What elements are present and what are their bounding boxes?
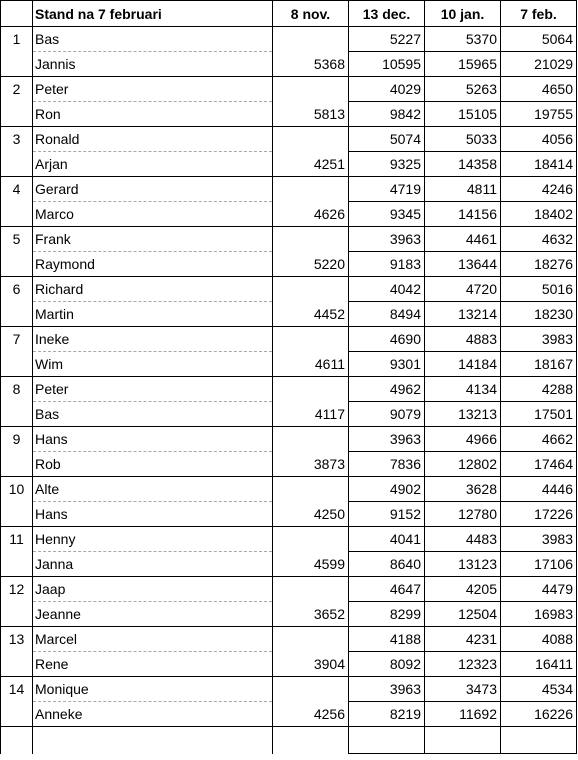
score-feb: 18167 [501,352,577,377]
score-nov [273,77,349,102]
score-nov [273,27,349,52]
score-nov [273,477,349,502]
score-feb: 4479 [501,577,577,602]
score-nov: 4452 [273,302,349,327]
rank-cell [1,352,33,377]
player-name: Rob [33,452,273,477]
score-nov: 3873 [273,452,349,477]
score-dec: 4902 [349,477,425,502]
score-jan: 4205 [425,577,501,602]
score-feb: 18402 [501,202,577,227]
score-dec: 4719 [349,177,425,202]
rank-cell: 11 [1,527,33,552]
col-header-nov: 8 nov. [273,1,349,27]
col-header-dec: 13 dec. [349,1,425,27]
score-feb: 17226 [501,502,577,527]
score-jan: 12780 [425,502,501,527]
rank-cell [1,452,33,477]
player-name: Henny [33,527,273,552]
rank-cell [1,302,33,327]
table-row [1,552,577,577]
empty-cell [33,727,273,754]
score-feb: 5016 [501,277,577,302]
score-jan: 13644 [425,252,501,277]
table-row [1,27,577,52]
col-header-jan: 10 jan. [425,1,501,27]
player-name: Ineke [33,327,273,352]
score-feb: 19755 [501,102,577,127]
score-dec: 9152 [349,502,425,527]
score-feb: 4056 [501,127,577,152]
table-row [1,152,577,177]
score-dec: 3963 [349,427,425,452]
score-jan: 3628 [425,477,501,502]
rank-cell: 6 [1,277,33,302]
rank-cell: 12 [1,577,33,602]
player-name: Janna [33,552,273,577]
score-jan: 15965 [425,52,501,77]
table-row [1,327,577,352]
score-dec: 7836 [349,452,425,477]
score-jan: 5263 [425,77,501,102]
score-nov: 4256 [273,702,349,727]
score-jan: 4134 [425,377,501,402]
empty-cell [273,727,349,754]
score-feb: 4662 [501,427,577,452]
score-feb: 16226 [501,702,577,727]
rank-cell [1,652,33,677]
score-jan: 15105 [425,102,501,127]
score-feb: 4446 [501,477,577,502]
score-nov [273,127,349,152]
player-name: Bas [33,27,273,52]
player-name: Anneke [33,702,273,727]
empty-cell [501,727,577,754]
score-feb: 5064 [501,27,577,52]
score-jan: 12323 [425,652,501,677]
score-jan: 12802 [425,452,501,477]
col-header-feb: 7 feb. [501,1,577,27]
table-row [1,502,577,527]
player-name: Frank [33,227,273,252]
score-dec: 8219 [349,702,425,727]
score-dec: 5227 [349,27,425,52]
score-nov: 5368 [273,52,349,77]
score-dec: 9183 [349,252,425,277]
player-name: Peter [33,377,273,402]
player-name: Jannis [33,52,273,77]
table-row [1,352,577,377]
score-jan: 4231 [425,627,501,652]
score-jan: 5033 [425,127,501,152]
table-row [1,177,577,202]
rank-cell: 14 [1,677,33,702]
score-nov [273,177,349,202]
score-jan: 4483 [425,527,501,552]
rank-header [1,1,33,27]
table-row [1,527,577,552]
score-feb: 17106 [501,552,577,577]
rank-cell [1,202,33,227]
empty-cell [1,727,33,754]
rank-cell: 5 [1,227,33,252]
score-dec: 8494 [349,302,425,327]
score-dec: 8640 [349,552,425,577]
rank-cell [1,552,33,577]
player-name: Raymond [33,252,273,277]
score-jan: 13214 [425,302,501,327]
table-row [1,202,577,227]
rank-cell: 2 [1,77,33,102]
score-dec: 8092 [349,652,425,677]
score-jan: 4883 [425,327,501,352]
score-nov: 4626 [273,202,349,227]
rank-cell: 8 [1,377,33,402]
rank-cell [1,52,33,77]
score-feb: 17464 [501,452,577,477]
score-feb: 4632 [501,227,577,252]
rank-cell [1,602,33,627]
score-nov: 3904 [273,652,349,677]
score-feb: 16983 [501,602,577,627]
rank-cell: 3 [1,127,33,152]
score-jan: 14156 [425,202,501,227]
score-dec: 4690 [349,327,425,352]
score-feb: 18276 [501,252,577,277]
header-row [1,1,577,27]
score-feb: 17501 [501,402,577,427]
empty-row [1,727,577,754]
rank-cell: 7 [1,327,33,352]
player-name: Marcel [33,627,273,652]
table-row [1,627,577,652]
table-row [1,277,577,302]
table-row [1,377,577,402]
score-dec: 9301 [349,352,425,377]
score-jan: 4461 [425,227,501,252]
score-jan: 4811 [425,177,501,202]
score-nov: 5220 [273,252,349,277]
rank-cell: 9 [1,427,33,452]
rank-cell [1,702,33,727]
player-name: Alte [33,477,273,502]
score-feb: 4534 [501,677,577,702]
empty-cell [425,727,501,754]
empty-cell [349,727,425,754]
table-row [1,102,577,127]
score-feb: 4246 [501,177,577,202]
score-dec: 9345 [349,202,425,227]
table-row [1,252,577,277]
score-dec: 9842 [349,102,425,127]
score-nov [273,427,349,452]
rank-cell [1,402,33,427]
player-name: Wim [33,352,273,377]
score-jan: 3473 [425,677,501,702]
player-name: Rene [33,652,273,677]
score-nov: 4117 [273,402,349,427]
score-dec: 4647 [349,577,425,602]
score-jan: 13213 [425,402,501,427]
score-jan: 14358 [425,152,501,177]
player-name: Jeanne [33,602,273,627]
score-dec: 9325 [349,152,425,177]
table-row [1,602,577,627]
player-name: Peter [33,77,273,102]
score-jan: 4720 [425,277,501,302]
score-nov: 4250 [273,502,349,527]
score-dec: 4029 [349,77,425,102]
score-feb: 4088 [501,627,577,652]
score-feb: 21029 [501,52,577,77]
player-name: Gerard [33,177,273,202]
player-name: Arjan [33,152,273,177]
player-name: Hans [33,427,273,452]
player-name: Richard [33,277,273,302]
rank-cell [1,252,33,277]
score-feb: 4288 [501,377,577,402]
player-name: Marco [33,202,273,227]
score-nov: 3652 [273,602,349,627]
score-nov [273,527,349,552]
table-body [1,27,577,754]
score-nov [273,377,349,402]
score-feb: 3983 [501,327,577,352]
score-nov [273,627,349,652]
score-dec: 5074 [349,127,425,152]
score-dec: 10595 [349,52,425,77]
score-jan: 12504 [425,602,501,627]
score-jan: 13123 [425,552,501,577]
table-row [1,452,577,477]
rank-cell [1,102,33,127]
score-feb: 4650 [501,77,577,102]
score-feb: 18414 [501,152,577,177]
score-jan: 4966 [425,427,501,452]
table-row [1,127,577,152]
rank-cell [1,152,33,177]
player-name: Monique [33,677,273,702]
table-row [1,227,577,252]
score-nov [273,327,349,352]
score-nov: 4611 [273,352,349,377]
score-dec: 9079 [349,402,425,427]
score-jan: 11692 [425,702,501,727]
rank-cell [1,502,33,527]
player-name: Hans [33,502,273,527]
title-header: Stand na 7 februari [33,1,273,27]
score-nov [273,277,349,302]
score-nov [273,677,349,702]
score-feb: 3983 [501,527,577,552]
player-name: Ronald [33,127,273,152]
score-dec: 3963 [349,227,425,252]
rank-cell: 4 [1,177,33,202]
table-row [1,577,577,602]
score-dec: 4962 [349,377,425,402]
score-feb: 16411 [501,652,577,677]
score-nov: 4251 [273,152,349,177]
player-name: Bas [33,402,273,427]
table-row [1,427,577,452]
score-jan: 14184 [425,352,501,377]
score-nov [273,227,349,252]
table-row [1,302,577,327]
score-nov: 4599 [273,552,349,577]
table-row [1,652,577,677]
score-dec: 8299 [349,602,425,627]
score-dec: 4041 [349,527,425,552]
score-dec: 4188 [349,627,425,652]
rank-cell: 13 [1,627,33,652]
table-row [1,77,577,102]
rank-cell: 10 [1,477,33,502]
score-dec: 3963 [349,677,425,702]
score-dec: 4042 [349,277,425,302]
table-row [1,402,577,427]
score-feb: 18230 [501,302,577,327]
table-row [1,677,577,702]
table-row [1,52,577,77]
score-nov [273,577,349,602]
player-name: Martin [33,302,273,327]
player-name: Jaap [33,577,273,602]
score-nov: 5813 [273,102,349,127]
table-row [1,477,577,502]
rank-cell: 1 [1,27,33,52]
player-name: Ron [33,102,273,127]
table-row [1,702,577,727]
score-jan: 5370 [425,27,501,52]
